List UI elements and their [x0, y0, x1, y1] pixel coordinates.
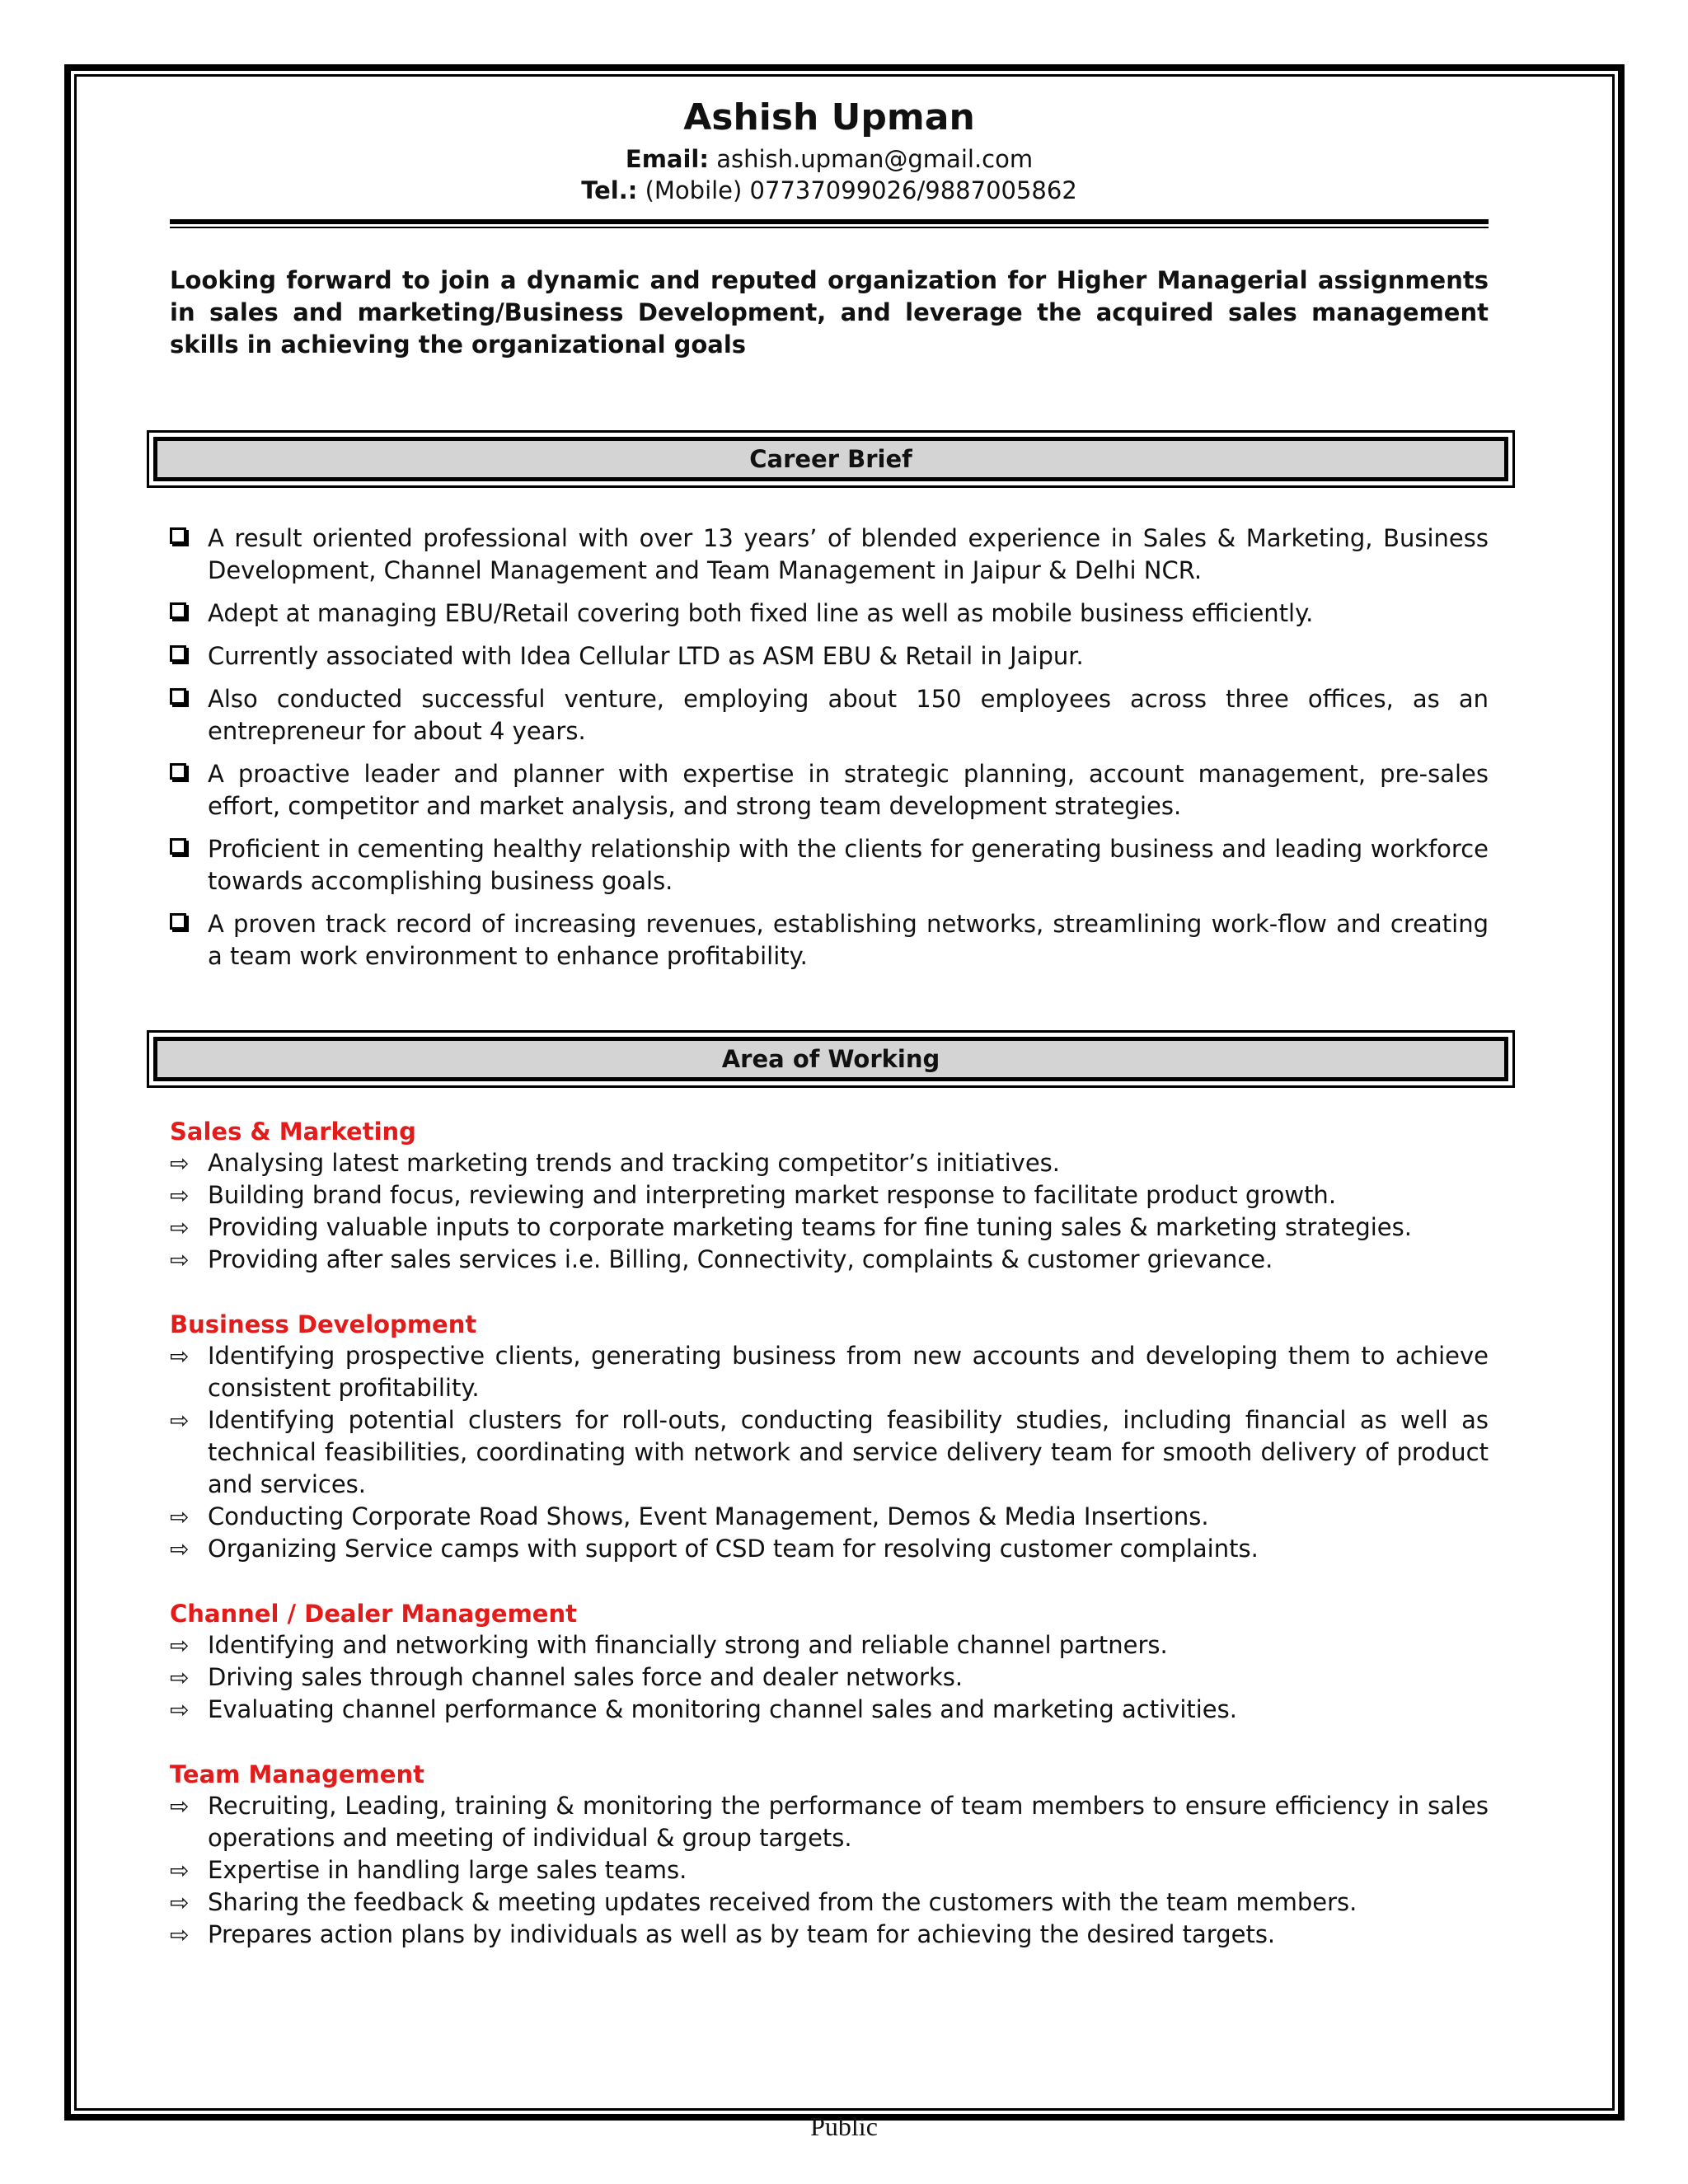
career-brief-item — [170, 523, 1489, 587]
area-of-working-groups — [170, 1116, 1489, 1951]
area-group-item — [170, 1854, 1489, 1886]
area-group-item — [170, 1340, 1489, 1404]
area-group-item — [170, 1533, 1489, 1565]
arrow-bullet-icon: ⇨ — [170, 1793, 190, 1820]
area-of-working-heading — [147, 1030, 1515, 1088]
classification-footer: Public — [810, 2111, 878, 2141]
area-group-title: Channel / Dealer Management — [170, 1600, 577, 1628]
checkbox-bullet-icon — [170, 763, 186, 780]
area-group-item-text: Prepares action plans by individuals as well as by team for achieving the desired targets. — [208, 1920, 1276, 1948]
area-group-item-text: Building brand focus, reviewing and interpreting market response to facilitate product growth. — [208, 1181, 1337, 1209]
arrow-bullet-icon: ⇨ — [170, 1503, 190, 1530]
arrow-bullet-icon: ⇨ — [170, 1214, 190, 1241]
area-group-list — [170, 1629, 1489, 1726]
resume-content — [170, 92, 1489, 1951]
career-brief-text: Currently associated with Idea Cellular LTD as ASM EBU & Retail in Jaipur. — [208, 642, 1084, 670]
email-line — [170, 143, 1489, 175]
career-brief-item — [170, 598, 1489, 630]
area-group-item-text: Organizing Service camps with support of CSD team for resolving customer complaints. — [208, 1535, 1259, 1563]
career-brief-text: Proficient in cementing healthy relationship with the clients for generating business and leading workforce towards accomplishing business goals. — [208, 835, 1489, 895]
header-divider-thick — [170, 219, 1489, 224]
area-group-item — [170, 1501, 1489, 1533]
arrow-bullet-icon: ⇨ — [170, 1150, 190, 1177]
arrow-bullet-icon: ⇨ — [170, 1535, 190, 1563]
career-brief-item — [170, 758, 1489, 823]
area-group-item — [170, 1212, 1489, 1244]
email-value: ashish.upman@gmail.com — [716, 145, 1034, 173]
career-brief-item — [170, 908, 1489, 972]
area-group-item-text: Conducting Corporate Road Shows, Event Management, Demos & Media Insertions. — [208, 1502, 1209, 1530]
tel-label: Tel.: — [581, 176, 638, 204]
arrow-bullet-icon: ⇨ — [170, 1246, 190, 1273]
career-brief-item — [170, 683, 1489, 748]
area-of-working-title: Area of Working — [153, 1037, 1508, 1081]
area-group-item-text: Identifying potential clusters for roll-outs, conducting feasibility studies, including financial as well as technical feasibilities, coordinating with network and service delivery team for smooth delivery of product and services. — [208, 1406, 1489, 1498]
tel-value: (Mobile) 07737099026/9887005862 — [645, 176, 1077, 204]
email-label: Email: — [625, 145, 709, 173]
area-group-item — [170, 1919, 1489, 1951]
area-group-item — [170, 1629, 1489, 1661]
area-group-title: Business Development — [170, 1310, 477, 1338]
arrow-bullet-icon: ⇨ — [170, 1664, 190, 1691]
arrow-bullet-icon: ⇨ — [170, 1696, 190, 1723]
area-group-title: Sales & Marketing — [170, 1118, 416, 1146]
career-brief-text: A proactive leader and planner with expertise in strategic planning, account management, pre-sales effort, competitor and market analysis, and strong team development strategies. — [208, 760, 1489, 820]
header-divider-thin — [170, 227, 1489, 228]
career-brief-heading — [147, 430, 1515, 488]
area-group-list — [170, 1790, 1489, 1951]
area-group-item-text: Providing valuable inputs to corporate marketing teams for fine tuning sales & marketing strategies. — [208, 1213, 1412, 1241]
checkbox-bullet-icon — [170, 688, 186, 705]
checkbox-bullet-icon — [170, 913, 186, 930]
checkbox-bullet-icon — [170, 838, 186, 855]
objective-statement: Looking forward to join a dynamic and reputed organization for Higher Managerial assignments in sales and marketing/Business Development, and leverage the acquired sales management skills in achieving the organizational goals — [170, 266, 1489, 359]
arrow-bullet-icon: ⇨ — [170, 1182, 190, 1209]
career-brief-item — [170, 833, 1489, 898]
area-group-item — [170, 1694, 1489, 1726]
area-group-item-text: Expertise in handling large sales teams. — [208, 1856, 687, 1884]
career-brief-text: A proven track record of increasing revenues, establishing networks, streamlining work-flow and creating a team work environment to enhance profitability. — [208, 910, 1489, 970]
checkbox-bullet-icon — [170, 602, 186, 619]
area-group-item-text: Evaluating channel performance & monitoring channel sales and marketing activities. — [208, 1695, 1237, 1723]
tel-line — [170, 175, 1489, 206]
career-brief-list — [170, 523, 1489, 972]
area-group-item-text: Identifying and networking with financially strong and reliable channel partners. — [208, 1631, 1168, 1659]
arrow-bullet-icon: ⇨ — [170, 1921, 190, 1948]
arrow-bullet-icon: ⇨ — [170, 1857, 190, 1884]
area-group-list — [170, 1147, 1489, 1276]
area-group-title: Team Management — [170, 1760, 424, 1788]
career-brief-title: Career Brief — [153, 437, 1508, 481]
arrow-bullet-icon: ⇨ — [170, 1343, 190, 1370]
career-brief-item — [170, 640, 1489, 673]
area-group-item — [170, 1661, 1489, 1694]
area-group-item-text: Driving sales through channel sales force and dealer networks. — [208, 1663, 964, 1691]
area-group-item-text: Providing after sales services i.e. Billing, Connectivity, complaints & customer grievance. — [208, 1245, 1273, 1273]
arrow-bullet-icon: ⇨ — [170, 1889, 190, 1916]
career-brief-text: Adept at managing EBU/Retail covering both fixed line as well as mobile business efficiently. — [208, 599, 1314, 627]
arrow-bullet-icon: ⇨ — [170, 1407, 190, 1434]
checkbox-bullet-icon — [170, 527, 186, 544]
area-group-item-text: Sharing the feedback & meeting updates received from the customers with the team members. — [208, 1888, 1357, 1916]
area-group-list — [170, 1340, 1489, 1565]
area-group-item-text: Recruiting, Leading, training & monitoring the performance of team members to ensure efficiency in sales operations and meeting of individual & group targets. — [208, 1792, 1489, 1852]
resume-header — [170, 92, 1489, 206]
career-brief-text: Also conducted successful venture, employing about 150 employees across three offices, as an entrepreneur for about 4 years. — [208, 685, 1489, 745]
career-brief-text: A result oriented professional with over 13 years’ of blended experience in Sales & Marketing, Business Development, Channel Management and Team Management in Jaipur & Delhi NCR. — [208, 524, 1489, 584]
area-group-item — [170, 1147, 1489, 1179]
candidate-name: Ashish Upman — [683, 96, 975, 138]
area-group-item-text: Identifying prospective clients, generating business from new accounts and developing them to achieve consistent profitability. — [208, 1342, 1489, 1402]
checkbox-bullet-icon — [170, 645, 186, 662]
area-group-item — [170, 1179, 1489, 1212]
arrow-bullet-icon: ⇨ — [170, 1632, 190, 1659]
area-group-item — [170, 1790, 1489, 1854]
area-group-item — [170, 1404, 1489, 1501]
area-group-item-text: Analysing latest marketing trends and tracking competitor’s initiatives. — [208, 1149, 1061, 1177]
area-group-item — [170, 1886, 1489, 1919]
area-group-item — [170, 1244, 1489, 1276]
